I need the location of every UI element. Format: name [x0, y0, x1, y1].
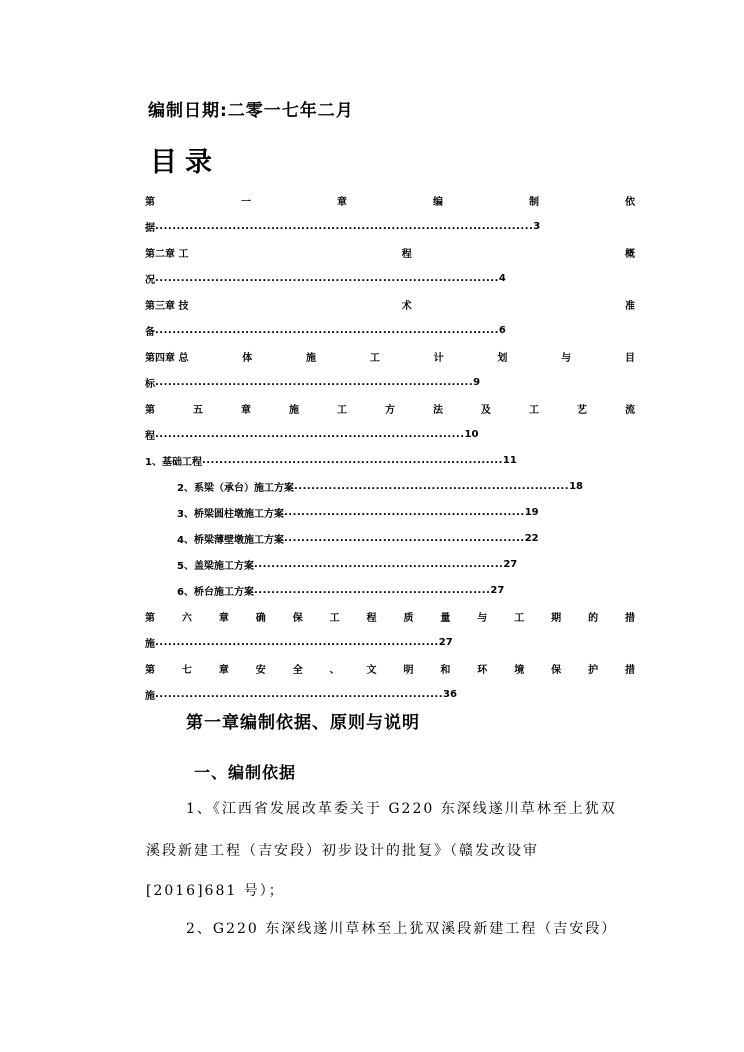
- toc-leader-dots: ........................................................: [283, 532, 525, 544]
- toc-heading-word: 编: [433, 196, 443, 208]
- toc-heading-word: 量: [440, 612, 451, 624]
- toc-entry[interactable]: [145, 629, 635, 655]
- toc-entry[interactable]: [145, 213, 635, 239]
- chapter-title: 第一章编制依据、原则与说明: [186, 713, 420, 733]
- toc-entry[interactable]: [145, 317, 635, 343]
- paragraph-line: 2、G220 东深线遂川草林至上犹双溪段新建工程（吉安段）: [186, 921, 618, 937]
- toc-heading-word: 程: [401, 248, 412, 260]
- toc-heading-word: 法: [433, 404, 443, 416]
- toc-entry-label: 1、基础工程: [145, 456, 202, 468]
- toc-heading-word: 工: [329, 612, 340, 624]
- toc-leader-dots: ...................................................................: [155, 688, 444, 700]
- toc-entry[interactable]: [145, 447, 635, 473]
- toc-heading-word: 明: [403, 664, 414, 676]
- toc-leader-dots: ..........................................................................: [155, 376, 474, 388]
- toc-entry-label: 4、桥梁薄壁墩施工方案: [177, 534, 284, 546]
- toc-entry[interactable]: [145, 577, 635, 603]
- section-title: 一、编制依据: [194, 763, 297, 782]
- toc-entry-label: 3、桥梁圆柱墩施工方案: [177, 508, 284, 520]
- toc-leader-dots: ................................................................................: [155, 324, 499, 336]
- toc-heading-word: 的: [588, 612, 599, 624]
- toc-heading-word: 第: [145, 664, 155, 676]
- toc-heading-word: 制: [529, 196, 539, 208]
- toc-page-number: 11: [502, 454, 517, 466]
- toc-heading-word: 期: [551, 612, 562, 624]
- toc-heading-word: 保: [292, 612, 303, 624]
- toc-heading-word: 方: [385, 404, 395, 416]
- toc-heading-word: 措: [624, 612, 635, 624]
- toc-heading-word: 章: [241, 404, 251, 416]
- toc-heading-word: 计: [433, 352, 444, 364]
- toc-heading-word: 保: [551, 664, 562, 676]
- toc-entry-label: 2、系梁（承台）施工方案: [177, 482, 294, 494]
- toc-heading-word: 艺: [577, 404, 587, 416]
- toc-heading-line: [145, 655, 635, 681]
- toc-heading-word: 环: [477, 664, 488, 676]
- toc-leader-dots: ..........................................................: [253, 558, 504, 570]
- toc-heading-word: 工: [529, 404, 539, 416]
- toc-entry[interactable]: [145, 473, 635, 499]
- paragraph-line: [2016]681 号）；: [146, 883, 285, 899]
- toc-heading-word: 工: [369, 352, 380, 364]
- toc-heading-word: 章: [218, 612, 229, 624]
- toc-heading-word: 第二章 工: [145, 248, 189, 260]
- toc-heading-line: [145, 187, 635, 213]
- toc-page-number: 18: [569, 480, 584, 492]
- toc-heading-word: 措: [624, 664, 635, 676]
- toc-page-number: 27: [503, 558, 518, 570]
- toc-leader-dots: ........................................................: [283, 506, 525, 518]
- toc-heading-word: 程: [366, 612, 377, 624]
- toc-heading-line: [145, 343, 635, 369]
- paragraph-line: 溪段新建工程（吉安段）初步设计的批复》（赣发改设审: [146, 843, 539, 859]
- toc-heading-word: 七: [181, 664, 192, 676]
- toc-heading-word: 第: [145, 196, 155, 208]
- toc-heading-word: 境: [514, 664, 525, 676]
- toc-entry[interactable]: [145, 551, 635, 577]
- toc-page-number: 36: [443, 688, 457, 700]
- toc-page-number: 22: [524, 532, 539, 544]
- toc-page-number: 27: [490, 584, 505, 596]
- toc-entry[interactable]: [145, 525, 635, 551]
- toc-heading-word: 确: [255, 612, 266, 624]
- toc-heading-word: 安: [255, 664, 266, 676]
- toc-entry-label: 5、盖梁施工方案: [177, 560, 254, 572]
- toc-heading-line: [145, 603, 635, 629]
- toc-heading-word: 、: [329, 664, 340, 676]
- toc-heading-line: [145, 291, 635, 317]
- toc-heading-word: 施: [289, 404, 299, 416]
- toc-heading-word: 第四章 总: [145, 352, 189, 364]
- toc-heading-word: 一: [241, 196, 251, 208]
- compile-date: 编制日期:二零一七年二月: [148, 101, 354, 121]
- toc-heading-word: 全: [292, 664, 303, 676]
- toc-leader-dots: .......................................................: [253, 584, 491, 596]
- toc-heading-word: 流: [625, 404, 635, 416]
- paragraph-line: 1、《江西省发展改革委关于 G220 东深线遂川草林至上犹双: [186, 801, 617, 817]
- toc-page-number: 10: [464, 428, 479, 440]
- toc-entry-label: 施: [145, 638, 155, 650]
- toc-leader-dots: ..................................................................: [155, 636, 439, 648]
- toc-entry[interactable]: [145, 265, 635, 291]
- toc-heading-word: 第三章 技: [145, 300, 189, 312]
- toc-entry-label: 6、桥台施工方案: [177, 586, 254, 598]
- toc-heading-word: 质: [403, 612, 414, 624]
- toc-heading-word: 目: [624, 352, 635, 364]
- toc-heading-word: 及: [481, 404, 491, 416]
- toc-entry-label: 程: [145, 430, 155, 442]
- toc-heading-word: 概: [624, 248, 635, 260]
- toc-heading-word: 施: [306, 352, 317, 364]
- toc-heading-line: [145, 239, 635, 265]
- toc-page-number: 6: [498, 324, 506, 336]
- toc-entry-label: 施: [145, 690, 155, 702]
- table-of-contents: [145, 187, 635, 707]
- toc-heading-word: 第: [145, 404, 155, 416]
- toc-heading-word: 章: [337, 196, 347, 208]
- toc-entry[interactable]: [145, 681, 635, 707]
- toc-leader-dots: ................................................................: [293, 480, 570, 492]
- toc-entry[interactable]: [145, 369, 635, 395]
- toc-page-number: 27: [438, 636, 453, 648]
- toc-heading-line: [145, 395, 635, 421]
- toc-leader-dots: ................................................................................: [155, 272, 499, 284]
- toc-page-number: 9: [473, 376, 481, 388]
- toc-heading-word: 划: [497, 352, 508, 364]
- toc-entry-label: 据: [145, 222, 155, 234]
- toc-entry-label: 标: [145, 378, 155, 390]
- toc-heading-word: 与: [477, 612, 488, 624]
- toc-heading-word: 文: [366, 664, 377, 676]
- toc-heading-word: 章: [218, 664, 229, 676]
- toc-heading-word: 五: [193, 404, 203, 416]
- toc-heading-word: 体: [242, 352, 253, 364]
- toc-heading-word: 第: [145, 612, 155, 624]
- toc-heading-word: 和: [440, 664, 451, 676]
- toc-heading-word: 术: [401, 300, 412, 312]
- toc-leader-dots: ........................................................................................: [155, 220, 534, 232]
- toc-entry[interactable]: [145, 499, 635, 525]
- toc-page-number: 4: [498, 272, 506, 284]
- toc-title: 目录: [150, 147, 220, 178]
- toc-heading-word: 工: [337, 404, 347, 416]
- toc-heading-word: 准: [624, 300, 635, 312]
- toc-heading-word: 六: [181, 612, 192, 624]
- toc-heading-word: 与: [561, 352, 572, 364]
- toc-entry-label: 况: [145, 274, 155, 286]
- toc-heading-word: 护: [588, 664, 599, 676]
- toc-entry[interactable]: [145, 421, 635, 447]
- toc-leader-dots: ......................................................................: [201, 454, 503, 466]
- toc-heading-word: 依: [625, 196, 635, 208]
- toc-entry-label: 备: [145, 326, 155, 338]
- toc-leader-dots: ........................................................................: [155, 428, 465, 440]
- toc-heading-word: 工: [514, 612, 525, 624]
- toc-page-number: 19: [524, 506, 539, 518]
- toc-page-number: 3: [533, 220, 541, 232]
